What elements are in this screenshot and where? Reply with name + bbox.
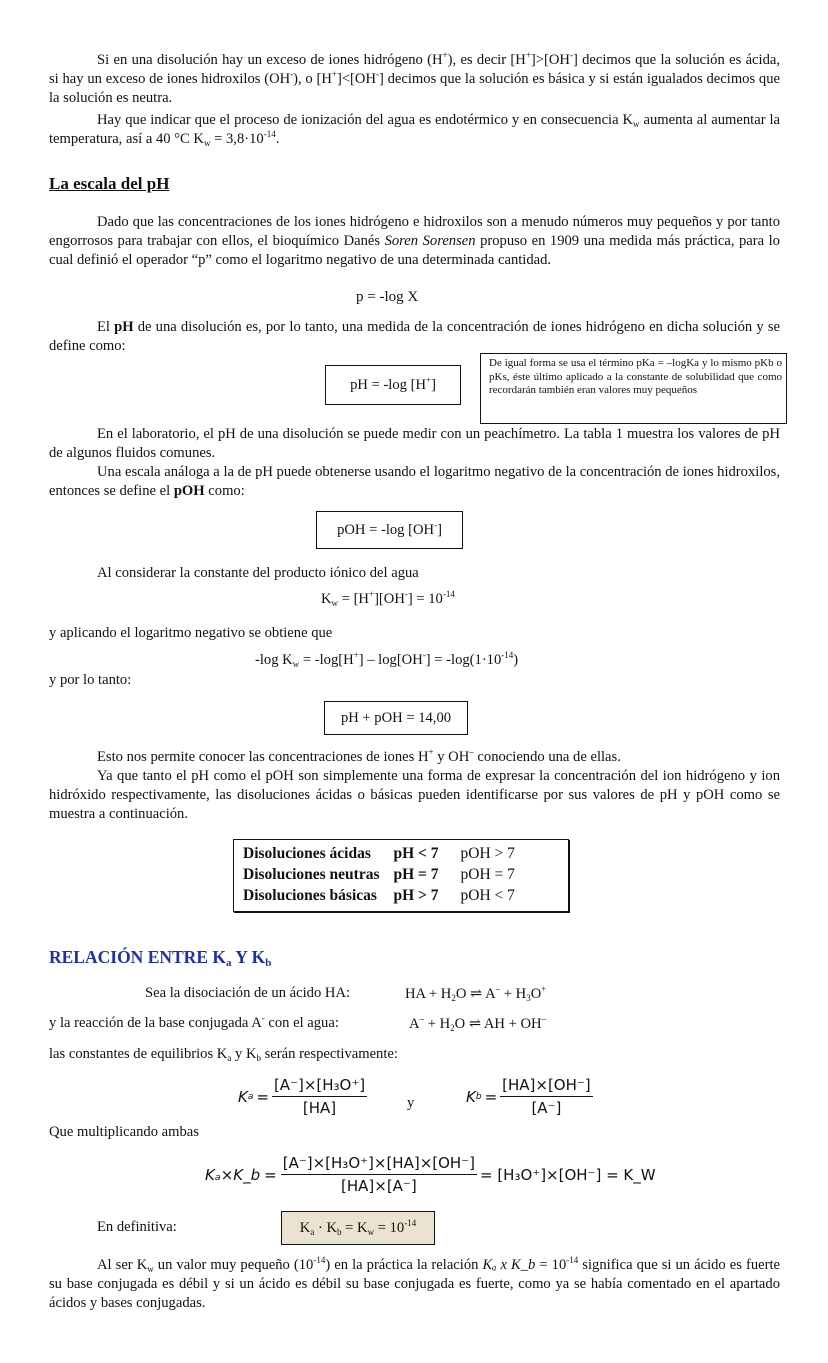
table-row [239,885,519,906]
kb-formula: K b = $\frac{[HA]\times[OH^-]}{[A^-]}$ [466,1076,591,1117]
conjunction-y: y [407,1095,415,1111]
paragraph-log-intro: y aplicando el logaritmo negativo se obtiene que [49,625,333,641]
paragraph-acid-base: Si en una disolución hay un exceso de iones hidrógeno (H+), es decir [H+]>[OH-] decimos que la solución es ácida, si hay un exceso de iones hidroxilos (OH-), o [H+]<[OH-] decimos que la solución es básica y si están igualados decimos que la solución es neutra. [49,50,780,107]
paragraph-poh: Una escala análoga a la de pH puede obtenerse usando el logaritmo negativo de la concentración de iones hidroxilos, entonces se define el pOH como: [49,464,780,500]
poh-formula-box: pOH = -log [OH-] [316,511,463,549]
table-cell: Disoluciones neutras [243,866,380,883]
table-cell: pOH > 7 [460,845,515,862]
paragraph-constants: las constantes de equilibrios $K_a$ y $K_b$ serán respectivamente: [49,1046,398,1063]
table-cell: pH = 7 [393,866,439,883]
paragraph-endothermic: Hay que indicar que el proceso de ionización del agua es endotérmico y en consecuencia $K_w$ aumenta al aumentar la temperatura, así a 40 °C $K_w = 3,8\cdot 10^{-14}$. [49,112,780,149]
table-row [239,843,519,864]
table-cell: pOH < 7 [460,887,515,904]
equation-kw: $K_w = [H^+][OH^-] = 10^{-14}$ [321,589,455,608]
dissociation-label: Sea la disociación de un ácido HA: [145,985,351,1001]
section-heading-ph-scale: La escala del pH [49,174,170,193]
paragraph-classification: Ya que tanto el pH como el pOH son simplemente una forma de expresar la concentración del ion hidrógeno y ion hidróxido respectivamente, las disoluciones ácidas o básicas pueden identificarse por sus valores de pH y pOH como se muestra a continuación. [49,768,780,823]
paragraph-sorensen: Dado que las concentraciones de los iones hidrógeno e hidroxilos son a menudo números muy pequeños y por tanto engorrosos para trabajar con ellos, el bioquímico Danés Soren Sorensen propuso en 1909 una medida más práctica, para lo cual definió el operador “p” como el logaritmo negativo de una determinada cantidad. [49,214,780,269]
ph-formula-box: pH = -log [H+] [325,365,461,405]
section-heading-ka-kb: RELACIÓN ENTRE $K_a$ Y $K_b$ [49,947,272,969]
equation-log-kw: -log $K_w = -\log[H^+] - \log[OH^-] = -\log(1\cdot 10^{-14})$ [255,650,519,669]
paragraph-multiply: Que multiplicando ambas [49,1124,199,1140]
classification-table-grid [239,843,519,906]
classification-table [233,839,569,912]
ka-formula: K a = $\frac{\text{[A⁻]×[H₃O⁺]}}{[HA]}$ [238,1076,366,1117]
dissociation-equation: HA + $H_2O$ ⇌ $A^- + H_3O^+$ [405,984,547,1003]
table-cell: pH < 7 [393,845,439,862]
table-row [239,864,519,885]
ka-kb-product-formula: Kₐ×K_b = $\frac{\text{[A⁻]×[H₃O⁺]×[HA]×[OH⁻]}}{[HA]\times[A^-]}$ = [H₃O⁺]×[OH⁻] = K_W [205,1154,656,1195]
table-cell: Disoluciones básicas [243,887,377,904]
definitive-label: En definitiva: [97,1219,177,1235]
table-cell: Disoluciones ácidas [243,845,371,862]
equation-p-operator: p = -log X [356,289,419,305]
paragraph-concentrations: Esto nos permite conocer las concentraciones de iones H+ y OH– conociendo una de ellas. [97,747,621,765]
base-reaction-label: y la reacción de la base conjugada A- con el agua: [49,1013,339,1031]
paragraph-kw-intro: Al considerar la constante del producto iónico del agua [97,565,419,581]
paragraph-conclusion: Al ser $K_w$ un valor muy pequeño $(10^{-14})$ en la práctica la relación Kₐ x K_b = $10^{-14}$ significa que si un ácido es fuerte su base conjugada es débil y si un ácido es débil su base conjugada es fuerte, como ya se había comentado en el apartado ácidos y bases conjugadas. [49,1255,780,1312]
ph-poh-sum-box: pH + pOH = 14,00 [324,701,468,735]
paragraph-peachimetro: En el laboratorio, el pH de una disolución se puede medir con un peachímetro. La tabla 1 muestra los valores de pH de algunos fluidos comunes. [49,426,780,462]
base-reaction-equation: $A^- + H_2O$ ⇌ AH + OH– [409,1014,547,1033]
paragraph-therefore: y por lo tanto: [49,672,132,688]
ka-kb-kw-box: $K_a \cdot K_b = K_w = 10^{-14}$ [281,1211,435,1245]
table-cell: pH > 7 [393,887,439,904]
pka-note-box: De igual forma se usa el término pKa = –logKa y lo mismo pKb o pKs, éste último aplicado a la constante de solubilidad que como recordarán también eran valores muy pequeños [480,353,787,424]
table-cell: pOH = 7 [460,866,515,883]
paragraph-ph-definition: El pH de una disolución es, por lo tanto, una medida de la concentración de iones hidrógeno en dicha solución y se define como: [49,319,780,355]
